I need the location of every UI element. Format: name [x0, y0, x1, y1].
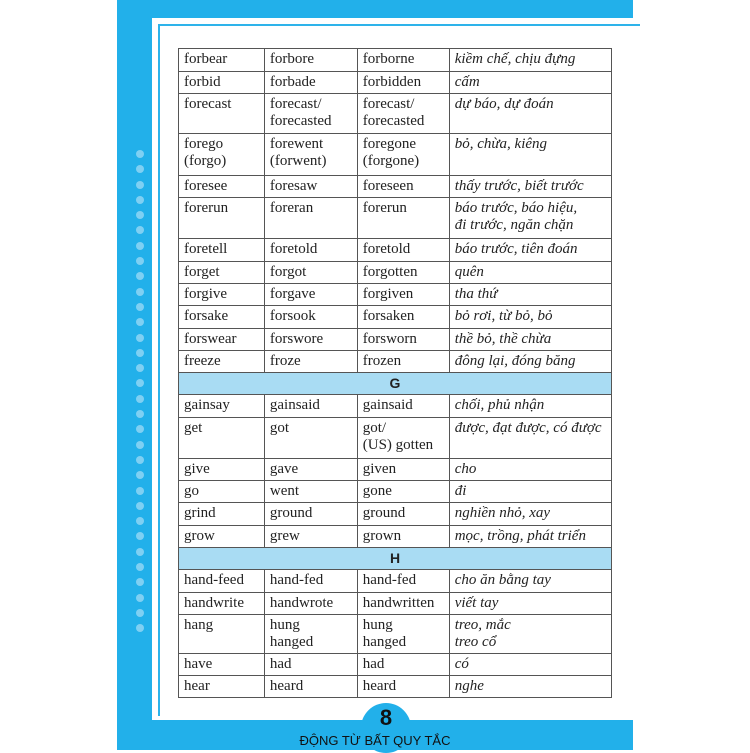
spiral-hole: [136, 379, 144, 387]
past-simple-cell: handwrote: [264, 593, 357, 615]
base-form-cell: grind: [179, 503, 265, 526]
meaning-cell: báo trước, báo hiệu, đi trước, ngăn chặn: [449, 198, 611, 239]
base-form-cell: hang: [179, 615, 265, 654]
section-letter: G: [179, 373, 612, 395]
past-simple-cell: forbore: [264, 49, 357, 72]
past-participle-cell: forgiven: [357, 284, 449, 306]
past-simple-cell: grew: [264, 526, 357, 548]
base-form-cell: forego (forgo): [179, 134, 265, 176]
base-form-cell: have: [179, 654, 265, 676]
table-row: [179, 306, 612, 329]
spiral-hole: [136, 165, 144, 173]
spiral-hole: [136, 578, 144, 586]
base-form-cell: forbear: [179, 49, 265, 72]
past-simple-cell: gainsaid: [264, 395, 357, 418]
spiral-hole: [136, 318, 144, 326]
past-participle-cell: gone: [357, 481, 449, 503]
meaning-cell: thề bỏ, thề chừa: [449, 329, 611, 351]
meaning-cell: đi: [449, 481, 611, 503]
meaning-cell: tha thứ: [449, 284, 611, 306]
spiral-hole: [136, 303, 144, 311]
past-simple-cell: gave: [264, 459, 357, 481]
base-form-cell: foresee: [179, 176, 265, 198]
spiral-hole: [136, 532, 144, 540]
past-participle-cell: grown: [357, 526, 449, 548]
meaning-cell: treo, mắc treo cổ: [449, 615, 611, 654]
spiral-hole: [136, 226, 144, 234]
past-participle-cell: forecast/ forecasted: [357, 94, 449, 134]
spiral-hole: [136, 288, 144, 296]
spiral-hole: [136, 609, 144, 617]
meaning-cell: đông lại, đóng băng: [449, 351, 611, 373]
past-simple-cell: got: [264, 418, 357, 459]
spiral-hole: [136, 624, 144, 632]
base-form-cell: forerun: [179, 198, 265, 239]
spiral-hole: [136, 334, 144, 342]
past-participle-cell: forsworn: [357, 329, 449, 351]
base-form-cell: grow: [179, 526, 265, 548]
spiral-hole: [136, 441, 144, 449]
past-participle-cell: gainsaid: [357, 395, 449, 418]
table-row: [179, 593, 612, 615]
past-simple-cell: foretold: [264, 239, 357, 262]
table-row: [179, 262, 612, 284]
base-form-cell: forbid: [179, 72, 265, 94]
meaning-cell: được, đạt được, có được: [449, 418, 611, 459]
past-participle-cell: heard: [357, 676, 449, 698]
spiral-hole: [136, 425, 144, 433]
past-simple-cell: foreran: [264, 198, 357, 239]
base-form-cell: forecast: [179, 94, 265, 134]
spiral-hole: [136, 196, 144, 204]
past-participle-cell: ground: [357, 503, 449, 526]
meaning-cell: bỏ, chừa, kiêng: [449, 134, 611, 176]
base-form-cell: hand-feed: [179, 570, 265, 593]
page-number: 8: [379, 705, 393, 730]
table-row: [179, 481, 612, 503]
meaning-cell: thấy trước, biết trước: [449, 176, 611, 198]
past-simple-cell: went: [264, 481, 357, 503]
meaning-cell: cấm: [449, 72, 611, 94]
table-row: [179, 94, 612, 134]
irregular-verbs-table: [178, 48, 612, 698]
meaning-cell: báo trước, tiên đoán: [449, 239, 611, 262]
base-form-cell: give: [179, 459, 265, 481]
meaning-cell: cho ăn bằng tay: [449, 570, 611, 593]
spiral-hole: [136, 150, 144, 158]
spiral-hole: [136, 242, 144, 250]
table-row: [179, 676, 612, 698]
past-participle-cell: got/ (US) gotten: [357, 418, 449, 459]
meaning-cell: bỏ rơi, từ bỏ, bỏ: [449, 306, 611, 329]
past-simple-cell: forgot: [264, 262, 357, 284]
past-participle-cell: had: [357, 654, 449, 676]
spiral-hole: [136, 563, 144, 571]
table-row: [179, 503, 612, 526]
meaning-cell: mọc, trồng, phát triển: [449, 526, 611, 548]
past-simple-cell: forsook: [264, 306, 357, 329]
table-row: [179, 329, 612, 351]
past-simple-cell: forewent (forwent): [264, 134, 357, 176]
table-row: [179, 615, 612, 654]
table-row: [179, 239, 612, 262]
meaning-cell: có: [449, 654, 611, 676]
meaning-cell: cho: [449, 459, 611, 481]
spiral-hole: [136, 410, 144, 418]
meaning-cell: kiềm chế, chịu đựng: [449, 49, 611, 72]
base-form-cell: forget: [179, 262, 265, 284]
past-participle-cell: foregone (forgone): [357, 134, 449, 176]
past-simple-cell: ground: [264, 503, 357, 526]
past-participle-cell: foretold: [357, 239, 449, 262]
past-participle-cell: forborne: [357, 49, 449, 72]
past-simple-cell: foresaw: [264, 176, 357, 198]
meaning-cell: viết tay: [449, 593, 611, 615]
past-simple-cell: forecast/ forecasted: [264, 94, 357, 134]
past-participle-cell: handwritten: [357, 593, 449, 615]
table-row: [179, 418, 612, 459]
past-participle-cell: forerun: [357, 198, 449, 239]
spiral-hole: [136, 272, 144, 280]
spiral-hole: [136, 471, 144, 479]
table-row: [179, 134, 612, 176]
base-form-cell: hear: [179, 676, 265, 698]
past-simple-cell: hung hanged: [264, 615, 357, 654]
section-header: [179, 548, 612, 570]
spiral-hole: [136, 211, 144, 219]
past-simple-cell: had: [264, 654, 357, 676]
table-row: [179, 49, 612, 72]
table-row: [179, 459, 612, 481]
spiral-hole: [136, 456, 144, 464]
base-form-cell: forswear: [179, 329, 265, 351]
past-participle-cell: hung hanged: [357, 615, 449, 654]
table-row: [179, 654, 612, 676]
section-header: [179, 373, 612, 395]
spiral-hole: [136, 257, 144, 265]
past-simple-cell: forgave: [264, 284, 357, 306]
past-participle-cell: forsaken: [357, 306, 449, 329]
table-row: [179, 351, 612, 373]
base-form-cell: foretell: [179, 239, 265, 262]
past-participle-cell: forgotten: [357, 262, 449, 284]
past-simple-cell: forbade: [264, 72, 357, 94]
spiral-hole: [136, 517, 144, 525]
meaning-cell: nghe: [449, 676, 611, 698]
base-form-cell: forsake: [179, 306, 265, 329]
spiral-hole: [136, 349, 144, 357]
base-form-cell: freeze: [179, 351, 265, 373]
meaning-cell: chối, phủ nhận: [449, 395, 611, 418]
book-title: ĐỘNG TỪ BẤT QUY TẮC: [299, 733, 451, 748]
table-row: [179, 284, 612, 306]
base-form-cell: go: [179, 481, 265, 503]
table-row: [179, 395, 612, 418]
table-row: [179, 570, 612, 593]
spiral-hole: [136, 594, 144, 602]
spiral-hole: [136, 548, 144, 556]
past-simple-cell: hand-fed: [264, 570, 357, 593]
meaning-cell: quên: [449, 262, 611, 284]
section-letter: H: [179, 548, 612, 570]
table-row: [179, 526, 612, 548]
table-row: [179, 72, 612, 94]
spiral-hole: [136, 487, 144, 495]
past-participle-cell: hand-fed: [357, 570, 449, 593]
base-form-cell: handwrite: [179, 593, 265, 615]
base-form-cell: get: [179, 418, 265, 459]
meaning-cell: nghiền nhỏ, xay: [449, 503, 611, 526]
past-participle-cell: frozen: [357, 351, 449, 373]
table-row: [179, 176, 612, 198]
spiral-hole: [136, 502, 144, 510]
table-row: [179, 198, 612, 239]
spiral-dots: [136, 150, 146, 640]
meaning-cell: dự báo, dự đoán: [449, 94, 611, 134]
past-simple-cell: froze: [264, 351, 357, 373]
past-participle-cell: forbidden: [357, 72, 449, 94]
spiral-hole: [136, 364, 144, 372]
past-participle-cell: foreseen: [357, 176, 449, 198]
base-form-cell: forgive: [179, 284, 265, 306]
spiral-hole: [136, 181, 144, 189]
past-participle-cell: given: [357, 459, 449, 481]
past-simple-cell: heard: [264, 676, 357, 698]
spiral-hole: [136, 395, 144, 403]
base-form-cell: gainsay: [179, 395, 265, 418]
past-simple-cell: forswore: [264, 329, 357, 351]
